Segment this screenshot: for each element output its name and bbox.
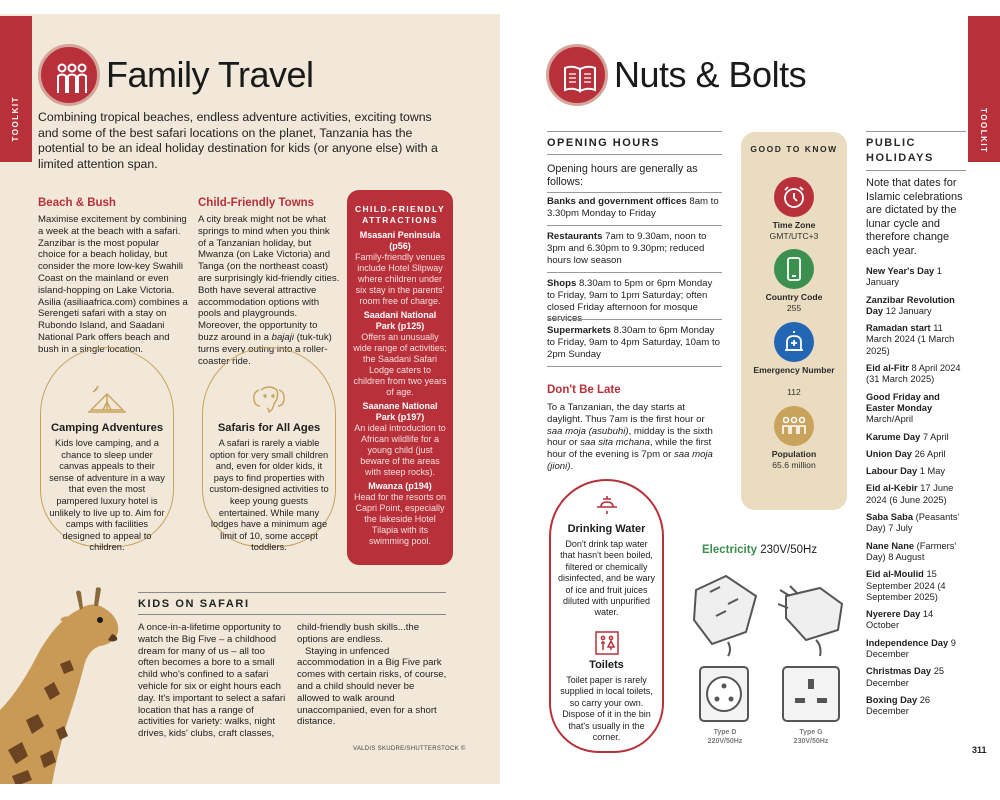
camping-text: Kids love camping, and a chance to sleep under canvas appeals to their sense of adventure in a way that even the most pampered luxury hotel is unlikely to live up to. Aim for camps with facilities designed to appeal to children. (49, 438, 165, 553)
holiday-item: Good Friday and Easter Monday March/April (866, 391, 940, 425)
attractions-heading: CHILD-FRIENDLY ATTRACTIONS (354, 204, 446, 225)
holiday-item: Labour Day 1 May (866, 466, 946, 477)
beach-bush-text: Maximise excitement by combining a week at the beach with a safari. Zanzibar is the most popular choice for a beach holiday, but consider the more low-key Swahili Coast on the mainland or even island-hopping on Lake Victoria. Asilia (asiliaafrica.com) combines a Serengeti safari with a stay on Rubondo Island, and Saadani National Park offers beach and bush in a single location. (38, 214, 188, 355)
toilet-icon (595, 631, 619, 660)
type-d-caption: Type D 220V/50Hz (707, 729, 743, 745)
water-toilets-card (549, 479, 664, 753)
ambulance-icon (774, 322, 814, 362)
opening-rule (547, 154, 722, 155)
attraction-item: Saadani National Park (p125) Offers an unusually wide range of activities; the Saadani Safari Lodge caters to children from two years of age. (353, 310, 447, 397)
kids-on-safari-heading: KIDS ON SAFARI (138, 598, 250, 610)
people-icon (774, 406, 814, 446)
holiday-item: Christmas Day 25 December (866, 666, 945, 688)
holidays-rule (866, 170, 966, 171)
alarm-clock-icon (774, 177, 814, 217)
holidays-list (866, 266, 966, 724)
camping-adventures-card (40, 347, 174, 553)
time-zone-value: GMT/UTC+3 (769, 231, 819, 241)
opening-intro: Opening hours are generally as follows: (547, 163, 698, 189)
holiday-item: Eid al-Fitr 8 April 2024 (31 March 2025) (866, 363, 961, 385)
child-friendly-attractions-box (347, 190, 453, 565)
dont-be-late-text: To a Tanzanian, the day starts at daylight. Thus 7am is the first hour or saa moja (asubuhi), midday is the sixth hour or saa sita mchana, while the first hour of the evening is 7pm or saa moja (jioni). (547, 402, 713, 472)
kids-safari-rule-top (138, 592, 446, 593)
hours-shops: Shops 8.30am to 5pm or 6pm Monday to Friday, 9am to 1pm Saturday; often closed Friday afternoon for mosque services (547, 278, 713, 325)
child-friendly-towns-text: A city break might not be what springs to mind when you think of a Tanzanian holiday, but Mwanza (on Lake Victoria) and Tanga (on the northeast coast) are surprisingly kid-friendly cities. Both have several attractive accommodation options with pools and playgrounds. Moreover, the opportunity to buzz around in a bajaji (tuk-tuk) turns every outing into a roller-coaster ride. (198, 214, 340, 367)
beach-bush-heading: Beach & Bush (38, 197, 116, 209)
safaris-text: A safari is rarely a viable option for very small children and, even for older kids, it pays to find properties with custom-designed activities to keep young guests entertained. While many lodges have a minimum age limit of 10, some accept toddlers. (209, 438, 329, 553)
emergency-number-label: Emergency Number (753, 365, 835, 375)
electricity-info: Electricity 230V/50Hz (702, 544, 818, 556)
holidays-intro: Note that dates for Islamic celebrations are dictated by the lunar cycle and therefore change each year. (866, 177, 963, 257)
holiday-item: Boxing Day 26 December (866, 694, 931, 717)
page-number: 311 (972, 745, 987, 755)
opening-rule (547, 272, 722, 273)
attraction-item: Msasani Peninsula (p56) Family-friendly venues include Hotel Slipway where children under six stay in the parents' room free of charge. (354, 230, 446, 306)
giraffe-photo (0, 580, 135, 784)
time-zone-label: Time Zone (772, 220, 816, 230)
holiday-item: Nane Nane (Farmers' Day) 8 August (866, 540, 957, 562)
population-value: 65.6 million (772, 460, 816, 470)
socket-type-g-icon (781, 665, 841, 725)
socket-type-d-icon (698, 665, 750, 725)
opening-hours-heading: OPENING HOURS (547, 137, 661, 149)
opening-rule (547, 225, 722, 226)
dont-be-late-heading: Don't Be Late (547, 384, 621, 396)
toolkit-tab-right[interactable] (968, 16, 1000, 162)
holiday-item: Ramadan start 11 March 2024 (1 March 2025) (866, 323, 955, 356)
drinking-water-text: Don't drink tap water that hasn't been boiled, filtered or chemically disinfected, and be wary of ice and fruit juices diluted with unpurified water. (557, 539, 656, 618)
attraction-item: Saanane National Park (p197) An ideal introduction to African wildlife for a young child (just beware of the areas with steep rocks). (354, 401, 446, 477)
holiday-item: Zanzibar Revolution Day 12 January (866, 294, 955, 316)
phone-icon (774, 249, 814, 289)
kids-safari-col2: child-friendly bush skills...the options are endless. Staying in unfenced accommodation in a Big Five park comes with certain risks, of course, and a child should never be allowed to walk around unaccompanied, even for a short distance. (297, 622, 447, 728)
kids-safari-rule-bottom (138, 614, 446, 615)
photo-credit: VALDIS SKUDRE/SHUTTERSTOCK © (353, 746, 466, 752)
camping-title: Camping Adventures (50, 422, 164, 434)
toilets-text: Toilet paper is rarely supplied in local toilets, so carry your own. Dispose of it in the bin that's usually in the corner. (560, 675, 653, 743)
tent-icon (87, 382, 127, 419)
toolkit-tab-label: TOOLKIT (11, 96, 20, 142)
kids-safari-col1: A once-in-a-lifetime opportunity to watch the Big Five – a childhood dream for many of us – all too often becomes a bore to a small child who's confined to a safari vehicle for six or eight hours each day. It's important to select a safari location that has a range of activities for variety: walks, night drives, kids' clubs, craft classes, (138, 622, 286, 740)
opening-rule (547, 319, 722, 320)
safaris-all-ages-card (202, 347, 336, 553)
toolkit-tab-label: TOOLKIT (979, 108, 988, 154)
country-code-label: Country Code (765, 292, 823, 302)
good-to-know-heading: GOOD TO KNOW (750, 144, 838, 154)
plug-type-g-icon (776, 582, 846, 658)
hours-supermarkets: Supermarkets 8.30am to 6pm Monday to Friday, 9am to 4pm Saturday, 10am to 2pm Sunday (547, 325, 720, 360)
tap-icon (594, 493, 620, 524)
holiday-item: Eid al-Kebir 17 June 2024 (6 June 2025) (866, 483, 954, 505)
opening-rule (547, 192, 722, 193)
holiday-item: Union Day 26 April (866, 448, 946, 459)
book-icon (546, 44, 608, 106)
toolkit-tab-left[interactable] (0, 16, 32, 162)
holiday-item: Saba Saba (Peasants' Day) 7 July (866, 512, 960, 534)
family-icon (38, 44, 100, 106)
holiday-item: Independence Day 9 December (866, 637, 956, 660)
safaris-title: Safaris for All Ages (217, 422, 321, 434)
family-intro: Combining tropical beaches, endless adventure activities, exciting towns and some of the best safari locations on the planet, Tanzania has the potential to be an ideal holiday destination for kids (or anyone else) with a limited attention span. (38, 110, 438, 171)
holiday-item: Karume Day 7 April (866, 431, 949, 442)
opening-rule-top (547, 131, 722, 132)
public-holidays-heading: PUBLIC HOLIDAYS (866, 137, 934, 164)
page-title-nuts-bolts: Nuts & Bolts (614, 54, 807, 95)
holidays-rule-top (866, 131, 966, 132)
toilets-title: Toilets (589, 659, 624, 671)
country-code-value: 255 (786, 303, 802, 313)
holiday-item: Eid al-Moulid 15 September 2024 (4 September 2025) (866, 569, 946, 602)
child-friendly-towns-heading: Child-Friendly Towns (198, 197, 315, 209)
good-to-know-box (741, 132, 847, 510)
elephant-icon (251, 384, 287, 421)
hours-restaurants: Restaurants 7am to 9.30am, noon to 3pm and 6.30pm to 9.30pm; reduced hours low season (547, 231, 707, 266)
holiday-item: Nyerere Day 14 October (866, 609, 934, 631)
emergency-number-value: 112 (787, 387, 801, 397)
type-g-caption: Type G 230V/50Hz (793, 729, 829, 745)
holiday-item: New Year's Day 1 January (866, 266, 942, 288)
attraction-item: Mwanza (p194) Head for the resorts on Capri Point, especially the lakeside Hotel Tilapia with its swimming pool. (353, 481, 447, 546)
population-label: Population (771, 449, 817, 459)
opening-rule-bottom (547, 366, 722, 367)
drinking-water-title: Drinking Water (567, 523, 646, 535)
page-title-family-travel: Family Travel (106, 54, 314, 95)
plug-type-d-icon (688, 568, 768, 658)
hours-banks: Banks and government offices 8am to 3.30pm Monday to Friday (547, 196, 719, 219)
